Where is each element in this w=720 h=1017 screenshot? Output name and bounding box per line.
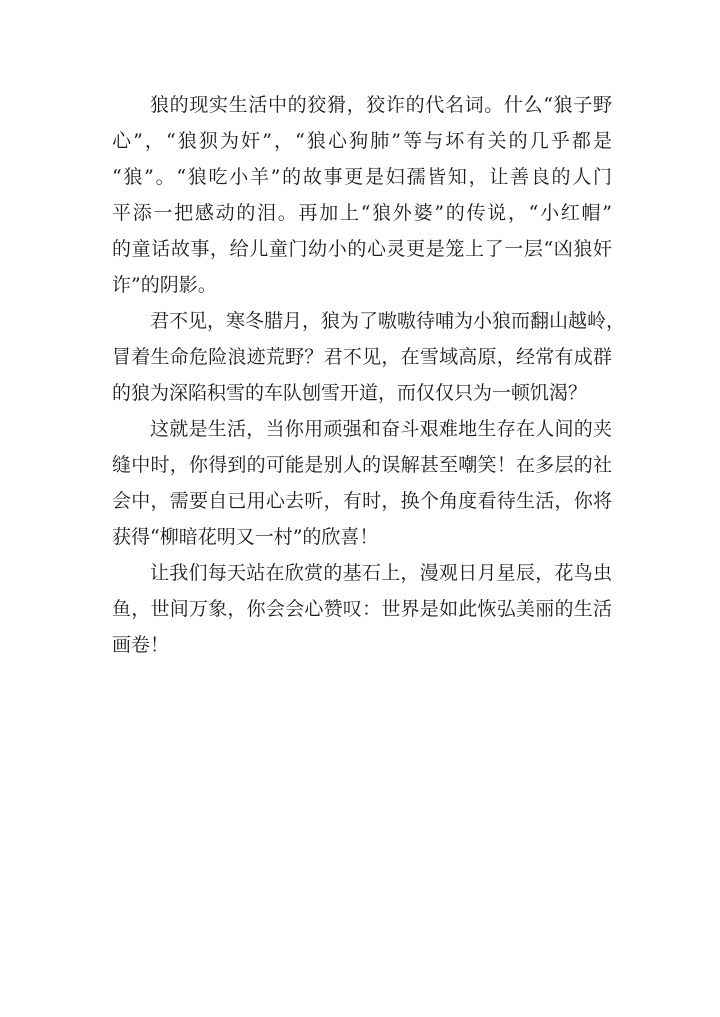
text-line: 鱼，世间万象，你会会心赞叹：世界是如此恢弘美丽的生活 — [112, 598, 612, 620]
paragraph-2 — [112, 303, 626, 411]
text-line: 让我们每天站在欣赏的基石上，漫观日月星辰，花鸟虫 — [150, 562, 612, 584]
text-line: 冒着生命危险浪迹荒野？君不见，在雪域高原，经常有成群 — [112, 346, 612, 368]
text-line: 会中，需要自已用心去听，有时，换个角度看待生活，你将 — [112, 490, 612, 512]
text-line: 平添一把感动的泪。再加上“狼外婆”的传说，“小红帽” — [112, 202, 612, 224]
paragraph-4 — [112, 555, 612, 663]
text-line: 心”，“狼狈为奸”，“狼心狗肺”等与坏有关的几乎都是 — [112, 130, 612, 152]
text-line: 画卷！ — [112, 634, 170, 656]
paragraph-3 — [112, 411, 612, 555]
document-body — [112, 87, 626, 663]
text-line: 缝中时，你得到的可能是别人的误解甚至嘲笑！在多层的社 — [112, 454, 612, 476]
text-line: “狼”。“狼吃小羊”的故事更是妇孺皆知，让善良的人门 — [112, 166, 612, 188]
text-line: 君不见，寒冬腊月，狼为了嗷嗷待哺为小狼而翻山越岭， — [150, 310, 626, 332]
text-line: 获得“柳暗花明又一村”的欣喜！ — [112, 526, 379, 548]
text-line: 的童话故事，给儿童门幼小的心灵更是笼上了一层“凶狼奸 — [112, 238, 612, 260]
text-line: 的狼为深陷积雪的车队刨雪开道，而仅仅只为一顿饥渴？ — [112, 382, 588, 404]
text-line: 诈”的阴影。 — [112, 274, 217, 296]
text-line: 这就是生活，当你用顽强和奋斗艰难地生存在人间的夹 — [150, 418, 612, 440]
text-line: 狼的现实生活中的狡猾，狡诈的代名词。什么“狼子野 — [150, 94, 612, 116]
paragraph-1 — [112, 87, 612, 303]
